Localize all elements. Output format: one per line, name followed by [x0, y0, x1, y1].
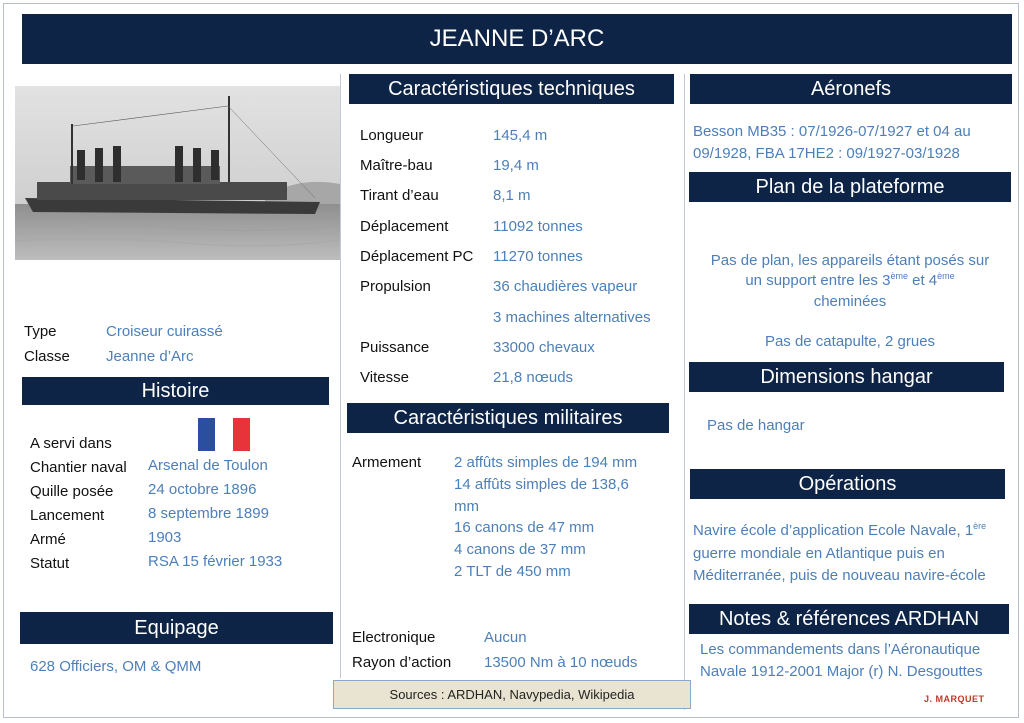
type-value: Croiseur cuirassé [106, 323, 223, 340]
histoire-label-arme: Armé [30, 531, 66, 548]
equipage-text: 628 Officiers, OM & QMM [30, 658, 202, 675]
aeronefs-line-1: Besson MB35 : 07/1926-07/1927 et 04 au [693, 123, 971, 140]
column-divider-left [340, 74, 341, 678]
militaires-heading: Caractéristiques militaires [347, 403, 669, 433]
plateforme-heading: Plan de la plateforme [689, 172, 1011, 202]
classe-label: Classe [24, 348, 70, 365]
histoire-heading: Histoire [22, 377, 329, 405]
armement-line: 4 canons de 37 mm [454, 541, 586, 558]
tech-label-deplacement-pc: Déplacement PC [360, 248, 474, 265]
tech-label-propulsion: Propulsion [360, 278, 431, 295]
histoire-label-chantier: Chantier naval [30, 459, 127, 476]
notes-line-2: Navale 1912-2001 Major (r) N. Desgouttes [700, 663, 983, 680]
operations-line-2: guerre mondiale en Atlantique puis en [693, 545, 945, 562]
equipage-heading: Equipage [20, 612, 333, 644]
tech-value-maitre-bau: 19,4 m [493, 157, 539, 174]
armement-line: 16 canons de 47 mm [454, 519, 595, 536]
histoire-value-statut: RSA 15 février 1933 [148, 553, 283, 570]
plateforme-line-4: Pas de catapulte, 2 grues [764, 333, 936, 350]
armement-line: 14 affûts simples de 138,6 [454, 476, 629, 493]
tech-value-deplacement: 11092 tonnes [493, 218, 583, 235]
tech-label-puissance: Puissance [360, 339, 430, 356]
histoire-value-chantier: Arsenal de Toulon [148, 457, 268, 474]
aeronefs-line-2: 09/1928, FBA 17HE2 : 09/1927-03/1928 [693, 145, 960, 162]
electronique-label: Electronique [352, 629, 436, 646]
tech-value-propulsion: 36 chaudières vapeur [493, 278, 638, 295]
flag-band-blue [198, 418, 215, 451]
tech-label-longueur: Longueur [360, 127, 424, 144]
operations-heading: Opérations [690, 469, 1005, 499]
armement-label: Armement [352, 454, 422, 471]
electronique-value: Aucun [484, 629, 527, 646]
aeronefs-heading: Aéronefs [690, 74, 1012, 104]
tech-label-vitesse: Vitesse [360, 369, 409, 386]
notes-line-1: Les commandements dans l’Aéronautique [700, 641, 981, 658]
tech-value-propulsion-2: 3 machines alternatives [493, 309, 651, 326]
flag-band-red [233, 418, 250, 451]
author-signature: J. MARQUET [924, 694, 985, 704]
histoire-label-statut: Statut [30, 555, 70, 572]
rayon-value: 13500 Nm à 10 nœuds [484, 654, 638, 671]
type-label: Type [24, 323, 57, 340]
hangar-text: Pas de hangar [707, 417, 805, 434]
tech-value-tirant: 8,1 m [493, 187, 531, 204]
armement-line: mm [454, 498, 479, 515]
plateforme-line-1: Pas de plan, les appareils étant posés sur [710, 252, 990, 269]
tech-label-deplacement: Déplacement [360, 218, 449, 235]
techniques-heading: Caractéristiques techniques [349, 74, 674, 104]
armement-line: 2 affûts simples de 194 mm [454, 454, 638, 471]
plateforme-line-3: cheminées [813, 293, 887, 310]
tech-value-longueur: 145,4 m [493, 127, 548, 144]
tech-value-deplacement-pc: 11270 tonnes [493, 248, 583, 265]
histoire-value-quille: 24 octobre 1896 [148, 481, 257, 498]
tech-value-vitesse: 21,8 nœuds [493, 369, 574, 386]
page-title: JEANNE D’ARC [22, 14, 1012, 64]
rayon-label: Rayon d’action [352, 654, 452, 671]
classe-value: Jeanne d’Arc [106, 348, 194, 365]
ship-photo [15, 86, 340, 260]
sources-box: Sources : ARDHAN, Navypedia, Wikipedia [333, 680, 691, 709]
tech-label-tirant: Tirant d’eau [360, 187, 439, 204]
histoire-label-quille: Quille posée [30, 483, 114, 500]
column-divider-right [684, 74, 685, 710]
plateforme-line-2: un support entre les 3ème et 4ème [745, 271, 955, 289]
histoire-value-arme: 1903 [148, 529, 182, 546]
tech-label-maitre-bau: Maître-bau [360, 157, 433, 174]
operations-line-1: Navire école d’application Ecole Navale, 1ère [693, 521, 987, 539]
flag-band-white [215, 418, 232, 451]
french-flag [198, 418, 250, 451]
histoire-label-lancement: Lancement [30, 507, 105, 524]
hangar-heading: Dimensions hangar [689, 362, 1004, 392]
armement-line: 2 TLT de 450 mm [454, 563, 571, 580]
ship-image [15, 86, 340, 260]
histoire-value-lancement: 8 septembre 1899 [148, 505, 269, 522]
tech-value-puissance: 33000 chevaux [493, 339, 595, 356]
histoire-label-servi: A servi dans [30, 435, 112, 452]
notes-heading: Notes & références ARDHAN [689, 604, 1009, 634]
operations-line-3: Méditerranée, puis de nouveau navire-école [693, 567, 986, 584]
